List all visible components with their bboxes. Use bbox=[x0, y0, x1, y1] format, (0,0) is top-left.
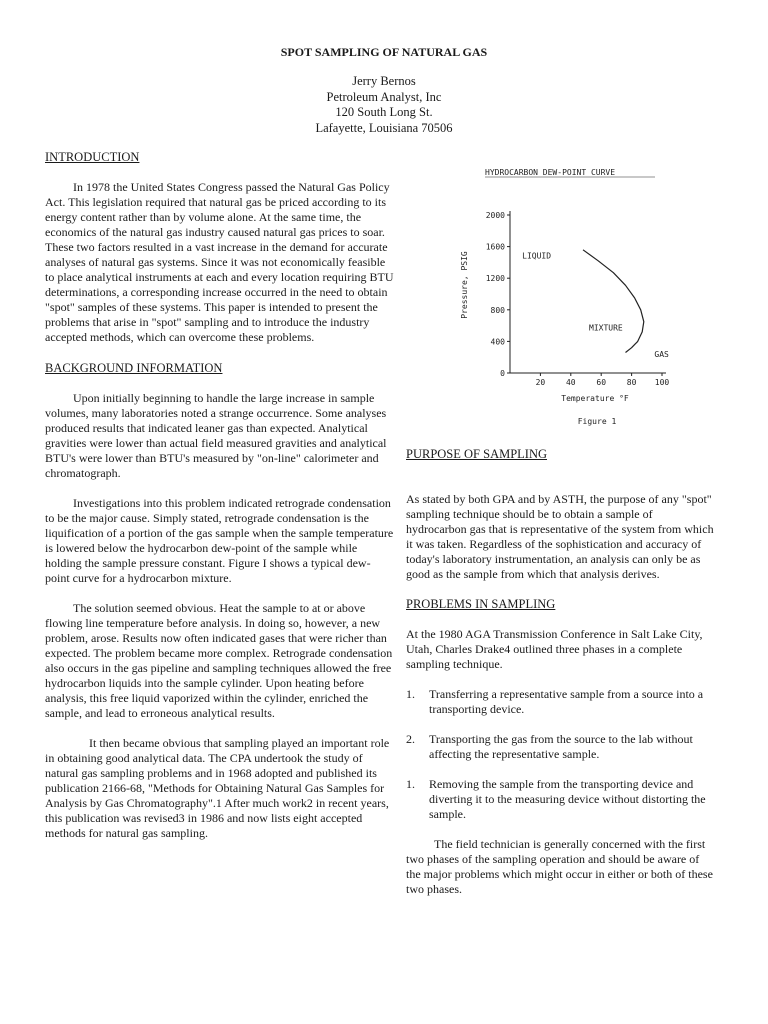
sampling-phases-list bbox=[406, 687, 714, 822]
list-item bbox=[406, 687, 714, 717]
y-tick-label: 1600 bbox=[485, 242, 505, 252]
left-column bbox=[45, 150, 395, 841]
y-tick-label: 0 bbox=[500, 369, 505, 378]
list-item bbox=[406, 732, 714, 762]
region-label: MIXTURE bbox=[589, 323, 623, 333]
list-item bbox=[406, 777, 714, 822]
introduction-paragraph: In 1978 the United States Congress passed the Natural Gas Policy Act. This legislation required that natural gas be priced according to its energy content rather than by volume alone. At the same time, the economics of the natural gas industry caused natural gas prices to soar. These two factors resulted in a vast increase in the demand for accurate analyses of natural gas systems. Since it was not economically feasible to place analytical instruments at each and every location requiring BTU determinations, a corresponding increase occurred in the need to obtain "spot" samples of these systems. This paper is intended to present the problems that arise in "spot" sampling and to introduce the industry accepted methods, which can overcome these problems. bbox=[45, 180, 394, 344]
purpose-heading: PURPOSE OF SAMPLING bbox=[406, 447, 548, 461]
x-axis-label: Temperature °F bbox=[561, 394, 629, 403]
list-item-number: 1. bbox=[406, 687, 415, 701]
problems-paragraph-1: At the 1980 AGA Transmission Conference in Salt Lake City, Utah, Charles Drake4 outlined three phases in a complete sampling technique. bbox=[406, 627, 703, 671]
author-address: 120 South Long St. bbox=[335, 105, 433, 119]
x-tick-label: 60 bbox=[596, 378, 607, 387]
list-item-number: 2. bbox=[406, 732, 415, 746]
dew-point-curve bbox=[583, 250, 644, 353]
background-paragraph-1: Upon initially beginning to handle the large increase in sample volumes, many laboratories noted a strange occurrence. Some analyses produced results that indicated leaner gas than expected. Analytical gravities were lower than actual field measured gravities and analytical BTU's were lower than BTU's measured by "on-line" calorimeter and chromatograph. bbox=[45, 391, 387, 480]
list-item-number: 1. bbox=[406, 777, 415, 791]
right-column bbox=[406, 447, 714, 897]
paper-title: SPOT SAMPLING OF NATURAL GAS bbox=[280, 45, 488, 59]
x-tick-label: 20 bbox=[535, 378, 546, 387]
y-tick-label: 400 bbox=[490, 337, 505, 347]
purpose-paragraph: As stated by both GPA and by ASTH, the purpose of any "spot" sampling technique should be to obtain a sample of hydrocarbon gas that is representative of the system from which it was taken. Regardless of the sophistication and accuracy of today's laboratory instrumentation, an analysis can only be as good as the sample from which that analysis derives. bbox=[406, 492, 714, 581]
problems-paragraph-2: The field technician is generally concerned with the first two phases of the sampling operation and should be aware of the major problems which might occur in either or both of these two phases. bbox=[406, 837, 713, 896]
x-tick-label: 80 bbox=[626, 378, 637, 387]
background-paragraph-2: Investigations into this problem indicated retrograde condensation to be the major cause. Simply stated, retrograde condensation is the liquification of a portion of the gas sample when the sample temperature is lowered below the hydrocarbon dew-point of the sample while holding the sample pressure constant. Figure I shows a typical dew-point curve for a hydrocarbon mixture. bbox=[45, 496, 394, 585]
author-org: Petroleum Analyst, Inc bbox=[326, 89, 442, 104]
background-paragraph-4: It then became obvious that sampling played an important role in obtaining good analytical data. The CPA undertook the study of natural gas sampling problems and in 1968 adopted and published its publication 2166-68, "Methods for Obtaining Natural Gas Samples for Analysis by Gas Chromatography".1 After much work2 in recent years, this publication was revised3 in 1986 and now lists eight accepted methods for natural gas sampling. bbox=[45, 736, 390, 840]
region-label: LIQUID bbox=[522, 251, 552, 261]
x-tick-label: 100 bbox=[654, 378, 670, 387]
chart-series bbox=[583, 250, 644, 353]
author-city: Lafayette, Louisiana 70506 bbox=[315, 120, 453, 135]
x-tick-label: 40 bbox=[565, 378, 576, 387]
y-axis-label: Pressure, PSIG bbox=[460, 251, 469, 319]
introduction-heading: INTRODUCTION bbox=[45, 150, 140, 164]
y-tick-label: 1200 bbox=[485, 274, 505, 284]
author-name: Jerry Bernos bbox=[352, 74, 416, 88]
background-paragraph-3: The solution seemed obvious. Heat the sample to at or above flowing line temperature before analysis. In doing so, however, a new problem, arose. Results now often indicated gases that were richer than expected. The problem became more complex. Retrograde condensation also occurs in the gas pipeline and sampling techniques allowed the free hydrocarbon liquids into the sample cylinder. Upon heating before analysis, this free liquid vaporized within the cylinder, enriched the sample, and lead to erroneous analytical results. bbox=[45, 601, 393, 720]
y-tick-label: 2000 bbox=[485, 211, 505, 220]
author-block bbox=[0, 74, 768, 136]
problems-heading: PROBLEMS IN SAMPLING bbox=[406, 597, 556, 611]
chart-ticks bbox=[486, 211, 670, 387]
dew-point-chart bbox=[455, 160, 705, 435]
region-label: GAS bbox=[654, 350, 669, 360]
figure-caption: Figure 1 bbox=[577, 417, 617, 426]
list-item-text: Transferring a representative sample from a source into a transporting device. bbox=[429, 687, 704, 716]
list-item-text: Removing the sample from the transporting device and diverting it to the measuring device without distorting the sample. bbox=[429, 777, 706, 821]
chart-axes bbox=[510, 211, 666, 373]
background-heading: BACKGROUND INFORMATION bbox=[45, 361, 223, 375]
chart-title: HYDROCARBON DEW-POINT CURVE bbox=[485, 168, 616, 177]
list-item-text: Transporting the gas from the source to the lab without affecting the representative sample. bbox=[429, 732, 693, 761]
dew-point-figure bbox=[455, 160, 705, 435]
y-tick-label: 800 bbox=[490, 305, 505, 315]
